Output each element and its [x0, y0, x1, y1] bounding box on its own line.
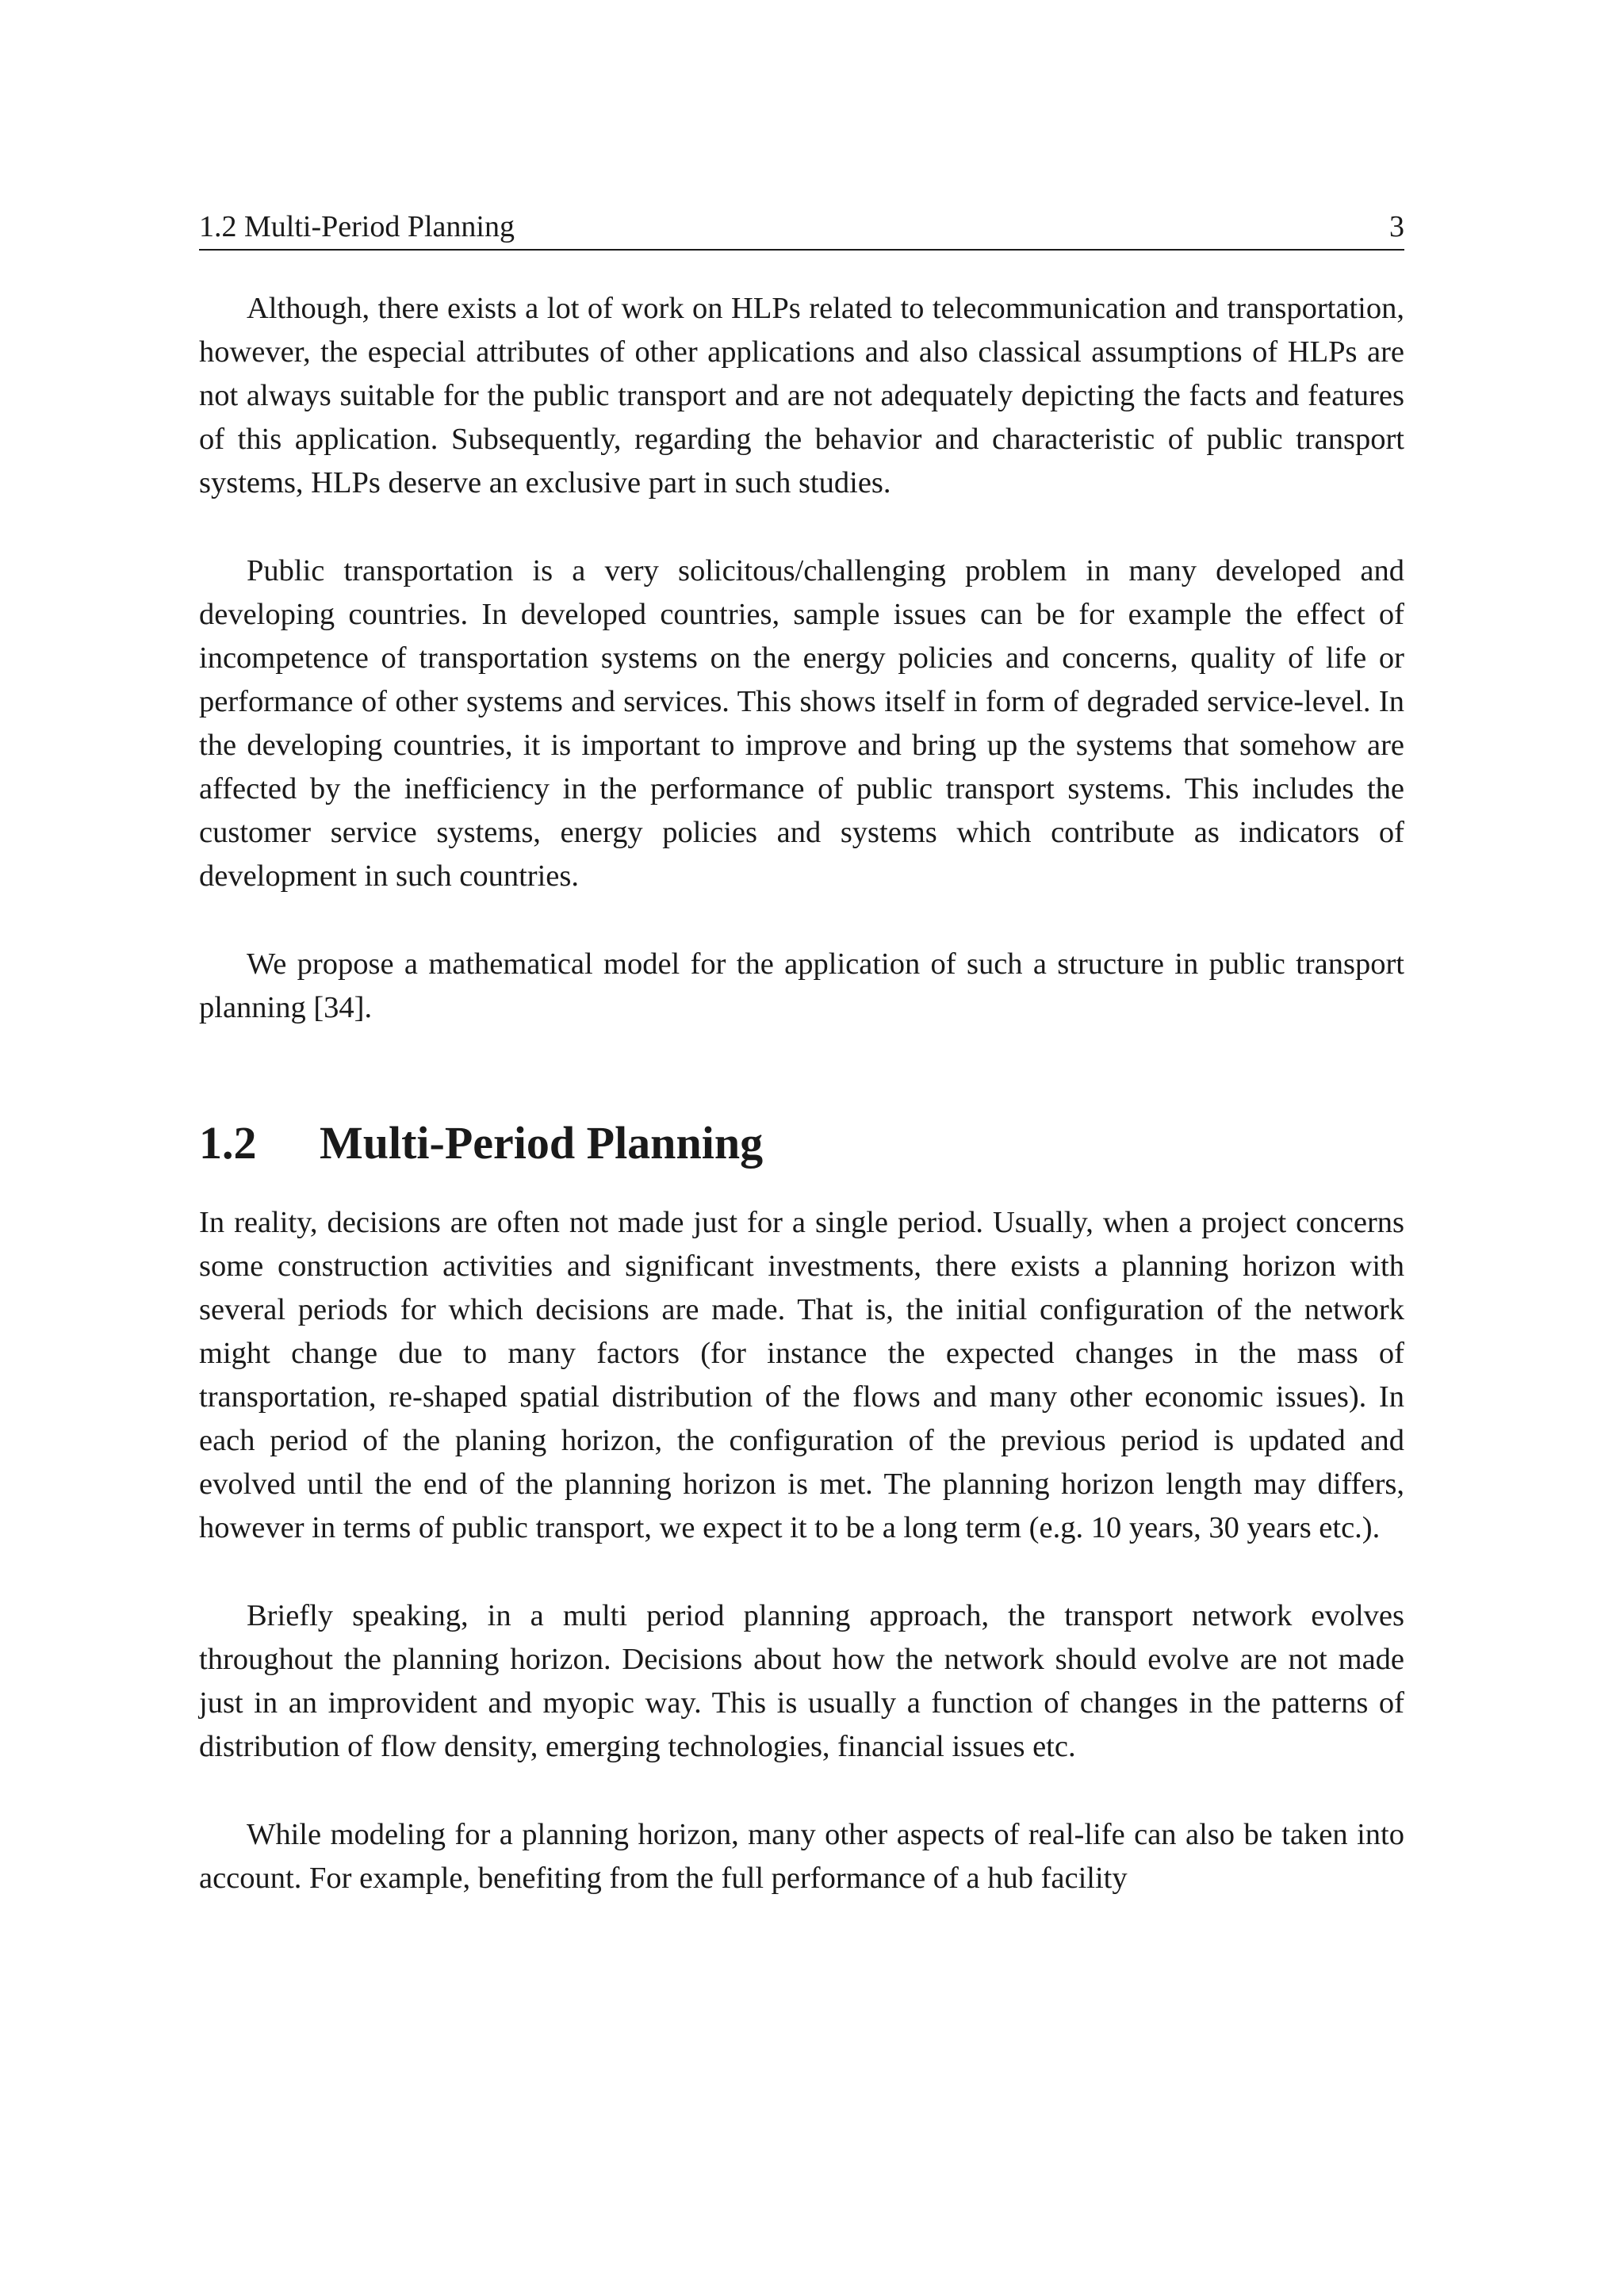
paragraph-model-proposal: We propose a mathematical model for the application of such a structure in public transport planning [34].	[199, 947, 1404, 1024]
section-number: 1.2	[199, 1117, 257, 1169]
paragraph-planning-horizon: In reality, decisions are often not made just for a single period. Usually, when a project concerns some construction activities and significant investments, there exists a planning horizon with several periods for which decisions are made. That is, the initial configuration of the network might change due to many factors (for instance the expected changes in the mass of transportation, re-shaped spatial distribution of the flows and many other economic issues). In each period of the planing horizon, the configuration of the previous period is updated and evolved until the end of the planning horizon is met. The planning horizon length may differs, however in terms of public transport, we expect it to be a long term (e.g. 10 years, 30 years etc.).	[199, 1206, 1404, 1544]
paragraph-modeling-aspects: While modeling for a planning horizon, many other aspects of real-life can also be taken into account. For example, benefiting from the full performance of a hub facility	[199, 1818, 1404, 1895]
page	[199, 208, 1404, 1945]
page-number: 3	[1389, 210, 1404, 243]
paragraph-public-transportation: Public transportation is a very solicitous/challenging problem in many developed and developing countries. In developed countries, sample issues can be for example the effect of incompetence of transportation systems on the energy policies and concerns, quality of life or performance of other systems and services. This shows itself in form of degraded service-level. In the developing countries, it is important to improve and bring up the systems that somehow are affected by the inefficiency in the performance of public transport systems. This includes the customer service systems, energy policies and systems which contribute as indicators of development in such countries.	[199, 554, 1404, 893]
section-title: Multi-Period Planning	[320, 1117, 764, 1169]
running-head	[199, 208, 1404, 251]
body-text	[199, 287, 1404, 1900]
running-head-title: 1.2 Multi-Period Planning	[199, 210, 515, 243]
section-heading	[199, 1115, 1404, 1171]
paragraph-hlp-applications: Although, there exists a lot of work on HLPs related to telecommunication and transportation, however, the especial attributes of other applications and also classical assumptions of HLPs are not always suitable for the public transport and are not adequately depicting the facts and features of this application. Subsequently, regarding the behavior and characteristic of public transport systems, HLPs deserve an exclusive part in such studies.	[199, 292, 1404, 499]
paragraph-multi-period-approach: Briefly speaking, in a multi period planning approach, the transport network evolves throughout the planning horizon. Decisions about how the network should evolve are not made just in an improvident and myopic way. This is usually a function of changes in the patterns of distribution of flow density, emerging technologies, financial issues etc.	[199, 1599, 1404, 1763]
